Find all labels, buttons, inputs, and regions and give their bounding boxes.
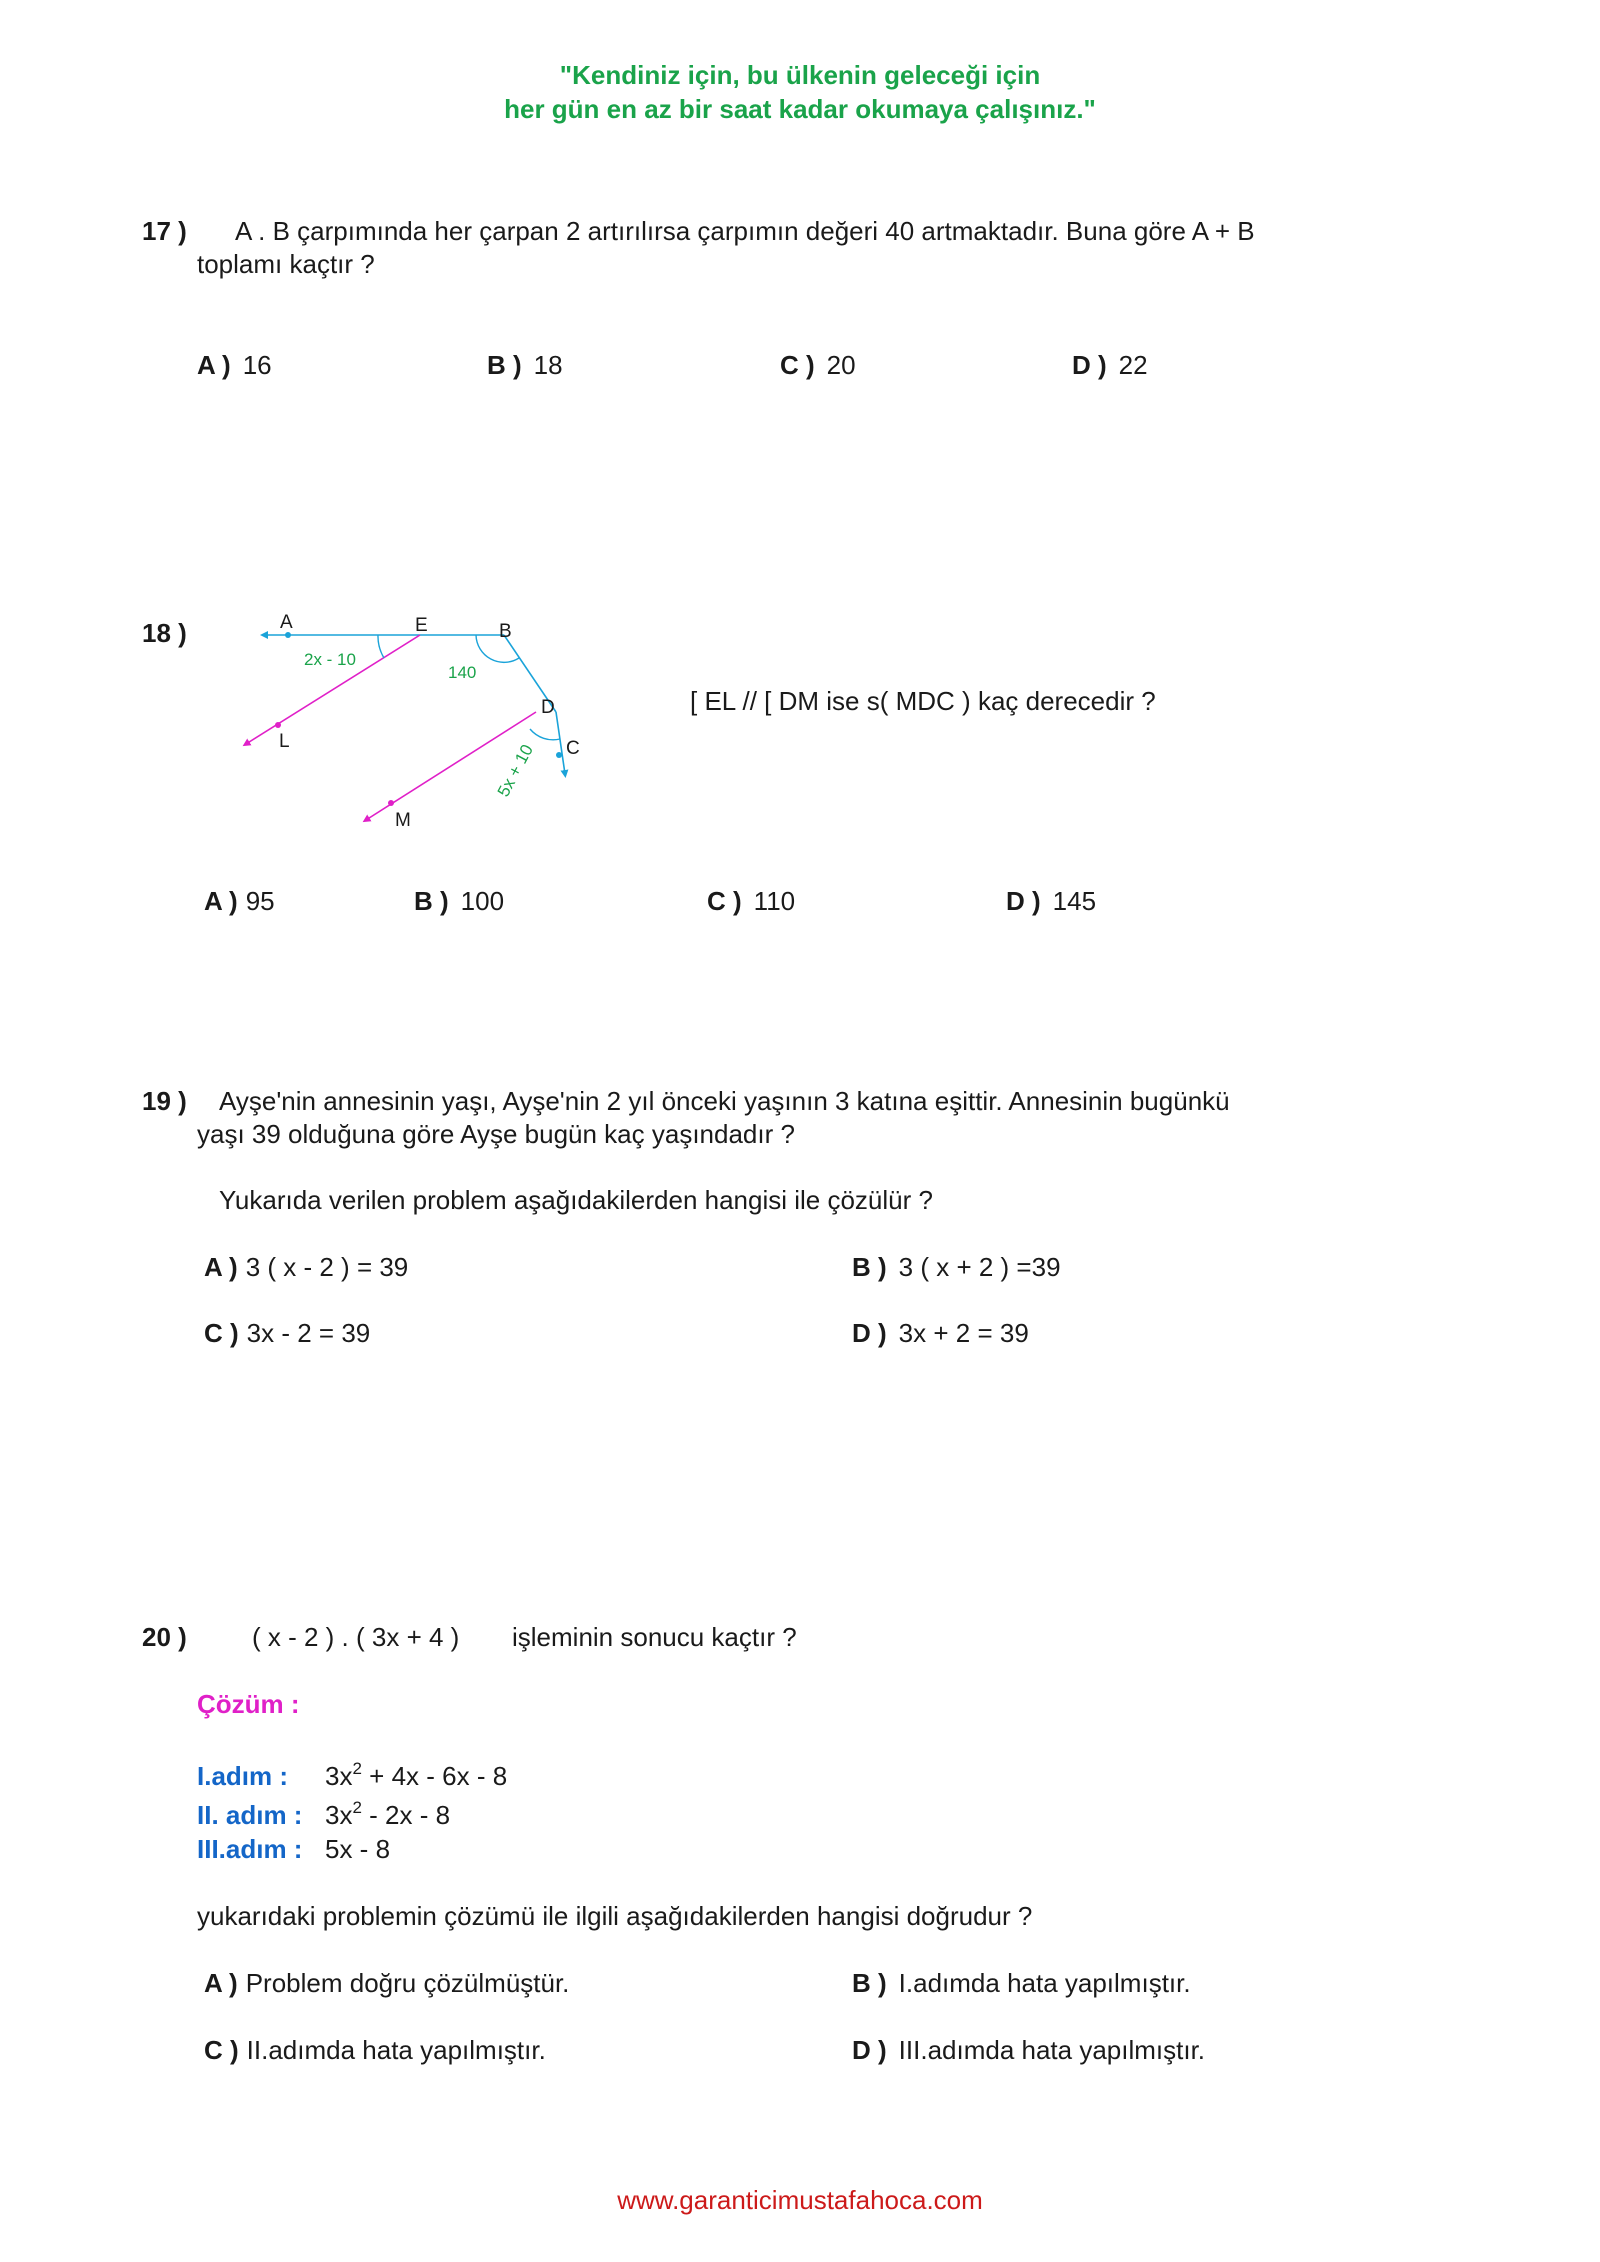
label-m: M	[395, 810, 411, 831]
option-value: III.adımda hata yapılmıştır.	[898, 2035, 1206, 2065]
step-3-label: III.adım :	[197, 1834, 303, 1864]
point-c-dot	[556, 752, 562, 758]
option-label: D )	[1006, 886, 1041, 916]
label-d: D	[541, 697, 555, 718]
question-19-option-c[interactable]	[204, 1318, 370, 1349]
step-1-label: I.adım :	[197, 1761, 289, 1791]
footer-url-link[interactable]: www.garanticimustafahoca.com	[617, 2185, 983, 2215]
step-1-post: + 4x - 6x - 8	[361, 1761, 508, 1791]
question-19-number: 19 )	[142, 1086, 187, 1116]
option-label: A )	[197, 350, 231, 380]
option-value: 18	[533, 350, 563, 380]
question-18-option-a[interactable]	[204, 886, 275, 917]
option-value: II.adımda hata yapılmıştır.	[246, 2035, 546, 2065]
point-l-dot	[275, 722, 281, 728]
point-m-dot	[388, 800, 394, 806]
label-b: B	[499, 621, 512, 642]
option-label: B )	[852, 1252, 887, 1282]
question-17-number: 17 )	[142, 216, 187, 246]
step-2-label: II. adım :	[197, 1800, 303, 1830]
question-18-option-b[interactable]	[414, 886, 504, 917]
angle-figure	[0, 0, 1600, 900]
step-1-pre: 3x	[325, 1761, 353, 1791]
option-label: A )	[204, 1968, 238, 1998]
question-17-text-line-2: toplamı kaçtır ?	[197, 249, 375, 279]
question-20-option-d[interactable]	[852, 2035, 1205, 2066]
option-label: B )	[852, 1968, 887, 1998]
angle-label-ebd: 140	[448, 663, 477, 682]
question-20-text: işleminin sonucu kaçtır ?	[512, 1622, 797, 1652]
label-c: C	[566, 738, 580, 759]
option-value: 3x + 2 = 39	[898, 1318, 1029, 1348]
question-18-text: [ EL // [ DM ise s( MDC ) kaç derecedir ?	[690, 686, 1156, 716]
option-label: B )	[414, 886, 449, 916]
option-label: C )	[204, 1318, 239, 1348]
question-18-number: 18 )	[142, 618, 187, 648]
option-label: D )	[1072, 350, 1107, 380]
question-17-text-line-1: A . B çarpımında her çarpan 2 artırılırsa çarpımın değeri 40 artmaktadır. Buna göre A + B	[235, 216, 1255, 246]
option-value: 145	[1052, 886, 1097, 916]
option-value: 16	[242, 350, 272, 380]
option-value: 22	[1118, 350, 1148, 380]
question-20-number: 20 )	[142, 1622, 187, 1652]
question-19-option-b[interactable]	[852, 1252, 1061, 1283]
angle-label-aeL: 2x - 10	[304, 650, 356, 669]
angle-label-mdc: 5x + 10	[493, 741, 537, 800]
label-a: A	[280, 612, 293, 633]
question-19-text-line-1: Ayşe'nin annesinin yaşı, Ayşe'nin 2 yıl önceki yaşının 3 katına eşittir. Annesinin bugünkü	[219, 1086, 1230, 1116]
option-value: 3 ( x - 2 ) = 39	[245, 1252, 409, 1282]
step-1-exponent: 2	[352, 1759, 362, 1778]
label-l: L	[279, 731, 290, 752]
arc-angle-aeL	[378, 635, 384, 658]
question-19-text-line-2: yaşı 39 olduğuna göre Ayşe bugün kaç yaşındadır ?	[197, 1119, 795, 1149]
option-label: C )	[707, 886, 742, 916]
option-value: 3x - 2 = 39	[246, 1318, 371, 1348]
option-value: 95	[245, 886, 275, 916]
option-label: C )	[780, 350, 815, 380]
header-quote-line-2: her gün en az bir saat kadar okumaya çalışınız."	[504, 94, 1096, 124]
option-label: C )	[204, 2035, 239, 2065]
option-value: I.adımda hata yapılmıştır.	[898, 1968, 1191, 1998]
option-label: D )	[852, 1318, 887, 1348]
step-2-value	[325, 1800, 450, 1831]
option-label: B )	[487, 350, 522, 380]
option-label: D )	[852, 2035, 887, 2065]
label-e: E	[415, 615, 428, 636]
step-2-pre: 3x	[325, 1800, 353, 1830]
arc-angle-mdc	[530, 729, 560, 740]
question-19-subquestion: Yukarıda verilen problem aşağıdakilerden hangisi ile çözülür ?	[219, 1185, 933, 1215]
option-label: A )	[204, 886, 238, 916]
question-20-option-b[interactable]	[852, 1968, 1191, 1999]
question-20-option-a[interactable]	[204, 1968, 569, 1999]
question-20-expression: ( x - 2 ) . ( 3x + 4 )	[252, 1622, 460, 1652]
question-19-option-a[interactable]	[204, 1252, 408, 1283]
step-2-post: - 2x - 8	[361, 1800, 451, 1830]
header-quote-line-1: "Kendiniz için, bu ülkenin geleceği için	[559, 60, 1041, 90]
option-value: 110	[753, 886, 796, 916]
step-3-pre: 5x - 8	[325, 1834, 391, 1864]
step-3-value	[325, 1834, 390, 1865]
question-18-option-c[interactable]	[707, 886, 795, 917]
solution-label: Çözüm :	[197, 1689, 300, 1719]
option-value: 20	[826, 350, 856, 380]
question-20-option-c[interactable]	[204, 2035, 546, 2066]
option-value: 100	[460, 886, 505, 916]
question-18-option-d[interactable]	[1006, 886, 1096, 917]
option-value: Problem doğru çözülmüştür.	[245, 1968, 570, 1998]
step-1-value	[325, 1761, 507, 1792]
option-value: 3 ( x + 2 ) =39	[898, 1252, 1061, 1282]
step-2-exponent: 2	[352, 1798, 362, 1817]
question-19-option-d[interactable]	[852, 1318, 1029, 1349]
option-label: A )	[204, 1252, 238, 1282]
ray-dc	[556, 712, 565, 774]
question-20-subquestion: yukarıdaki problemin çözümü ile ilgili aşağıdakilerden hangisi doğrudur ?	[197, 1901, 1033, 1931]
